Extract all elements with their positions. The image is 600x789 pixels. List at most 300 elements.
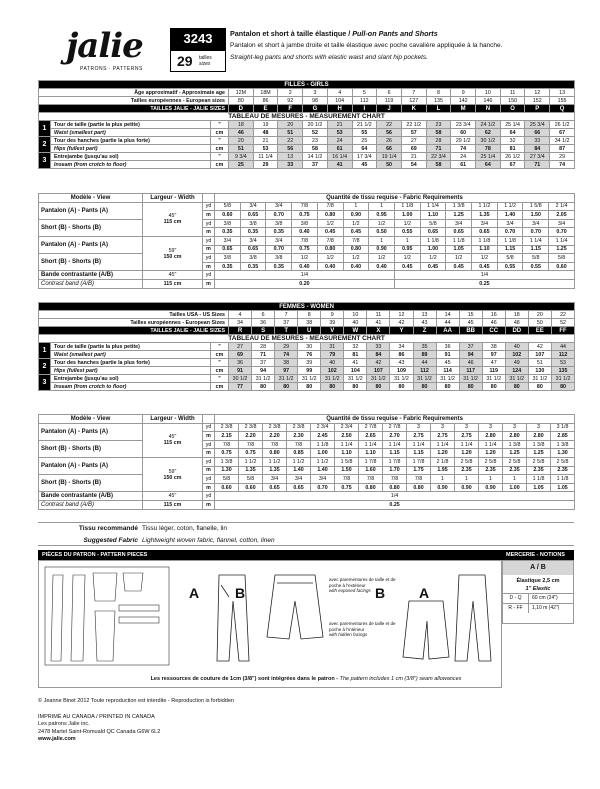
yard-cell: 2 3/8	[215, 423, 239, 432]
yard-cell: 1 1/2	[263, 457, 287, 466]
us-size-cell: 13	[413, 311, 436, 319]
meter-cell: 0.65	[240, 245, 266, 254]
cm-cell: 71	[252, 351, 275, 359]
measurement-label-fr: Tour des hanches (partie la plus forte)	[51, 137, 211, 145]
notion-row: D - Q 60 cm (24")	[503, 593, 573, 603]
euro-size-cell: 80	[229, 97, 254, 105]
women-measurement-chart	[38, 302, 575, 391]
meter-cell: 0.90	[343, 211, 369, 220]
inch-cell: 28	[426, 137, 451, 145]
meter-cell: 0.35	[240, 228, 266, 237]
meter-cell: 2.35	[455, 466, 479, 475]
meter-cell: 0.40	[292, 262, 318, 271]
inch-cell: 46	[459, 359, 482, 367]
measurement-row	[39, 375, 575, 383]
unit-m: m	[203, 449, 215, 458]
inch-cell: 42	[367, 359, 390, 367]
jalie-size-cell: H	[327, 105, 352, 113]
quantity-header: Quantité de tissu requise - Fabric Requirements	[215, 194, 575, 203]
meter-cell: 1.60	[359, 466, 383, 475]
age-cell: 6	[377, 89, 402, 97]
meter-cell: 0.45	[446, 262, 472, 271]
yard-cell: 1 5/8	[523, 202, 549, 211]
yard-cell: 3/4	[240, 202, 266, 211]
meter-cell: 0.75	[215, 449, 239, 458]
euro-size-cell: 98	[303, 97, 328, 105]
cm-cell: 46	[229, 129, 254, 137]
inch-cell: 13	[278, 153, 303, 161]
jalie-size-cell: T	[275, 327, 298, 335]
yard-cell: 1 1/8	[446, 236, 472, 245]
inch-cell: 31 1/2	[390, 375, 413, 383]
inch-cell: 23	[303, 137, 328, 145]
meter-cell: 0.75	[239, 449, 263, 458]
euro-size-cell: 135	[426, 97, 451, 105]
fabric-width: 59" 150 cm	[143, 457, 203, 491]
unit-cm: cm	[211, 351, 229, 359]
meter-cell: 0.35	[215, 262, 241, 271]
cm-cell: 71	[525, 161, 550, 169]
meter-cell: 1.00	[311, 449, 335, 458]
unit-inch: "	[211, 343, 229, 351]
cm-cell: 74	[275, 351, 298, 359]
hidden-facings-note: avec parementures de taille et de poche à l'intérieur with hidden facings	[329, 621, 396, 637]
jalie-size-cell: M	[451, 105, 476, 113]
inch-cell: 11 1/4	[253, 153, 278, 161]
inch-cell: 29	[550, 153, 575, 161]
yard-cell: 1 5/8	[335, 457, 359, 466]
inch-cell: 20	[278, 121, 303, 129]
inch-cell: 44	[551, 343, 574, 351]
cm-cell: 99	[298, 367, 321, 375]
us-size-cell: 8	[298, 311, 321, 319]
meter-cell: 0.20	[215, 279, 395, 288]
age-cell: 8	[426, 89, 451, 97]
jalie-size-cell: U	[298, 327, 321, 335]
us-size-cell: 14	[436, 311, 459, 319]
age-cell: 7	[401, 89, 426, 97]
euro-size-cell: 86	[253, 97, 278, 105]
meter-cell: 0.75	[292, 245, 318, 254]
jalie-size-cell: EE	[528, 327, 551, 335]
yard-cell: 2 3/8	[239, 423, 263, 432]
yard-cell: 3/8	[215, 219, 241, 228]
euro-size-cell: 42	[390, 319, 413, 327]
inch-cell: 21	[401, 153, 426, 161]
yard-cell: 1 3/8	[215, 457, 239, 466]
cm-cell: 58	[426, 129, 451, 137]
jalie-size-cell: AA	[436, 327, 459, 335]
yard-cell: 1 1/4	[407, 440, 431, 449]
meter-cell: 1.15	[497, 245, 523, 254]
us-size-cell: 15	[459, 311, 482, 319]
fabric-width: 45"	[143, 271, 203, 280]
cm-cell: 64	[500, 129, 525, 137]
yard-cell: 1/2	[292, 254, 318, 263]
pieces-header-bar	[38, 550, 574, 560]
yard-cell: 7/8	[292, 236, 318, 245]
model-label: Pantalon (A) - Pants (A)	[39, 457, 143, 474]
euro-size-cell: 127	[401, 97, 426, 105]
req-row	[39, 457, 575, 466]
cm-cell: 37	[303, 161, 328, 169]
measurement-number: 3	[39, 375, 51, 391]
measurement-number: 3	[39, 153, 51, 169]
yard-cell: 1 1/4	[479, 440, 503, 449]
view-a-letter: A	[189, 585, 200, 601]
unit-cm: cm	[211, 161, 229, 169]
cm-cell: 84	[367, 351, 390, 359]
meter-cell: 0.65	[472, 228, 498, 237]
cm-cell: 25	[229, 161, 254, 169]
cm-cell: 56	[278, 145, 303, 153]
inch-cell: 24 1/2	[476, 121, 501, 129]
meter-cell: 1.15	[523, 245, 549, 254]
yard-cell: 1	[503, 475, 527, 484]
model-header: Modèle - View	[39, 194, 143, 203]
yard-cell: 1/2	[343, 254, 369, 263]
description-fr: Pantalon et short à jambe droite et taille élastique avec poche cavalière appliquée à la hanche.	[230, 42, 503, 49]
unit-cm: cm	[211, 145, 229, 153]
age-cell: 11	[500, 89, 525, 97]
us-size-cell: 22	[551, 311, 574, 319]
cm-cell: 89	[413, 351, 436, 359]
meter-cell: 2.70	[383, 432, 407, 441]
inch-cell: 23	[426, 121, 451, 129]
yard-cell: 7/8	[343, 236, 369, 245]
yard-cell: 1 1/2	[287, 457, 311, 466]
yard-cell: 1	[455, 475, 479, 484]
cm-cell: 112	[551, 351, 574, 359]
jalie-size-cell: R	[229, 327, 252, 335]
yard-cell: 5/8	[549, 254, 575, 263]
yard-cell: 3/4	[240, 236, 266, 245]
meter-cell: 0.80	[407, 483, 431, 492]
meter-cell: 0.65	[420, 228, 446, 237]
cm-cell: 60	[451, 129, 476, 137]
yard-cell: 1/2	[343, 219, 369, 228]
inch-cell: 36	[436, 343, 459, 351]
cm-cell: 91	[436, 351, 459, 359]
yard-cell: 1/2	[472, 254, 498, 263]
sizes-count: 29	[177, 53, 193, 69]
cm-cell: 87	[550, 145, 575, 153]
description-en: Straight-leg pants and shorts with elastic waist and slant hip pockets.	[230, 54, 428, 61]
meter-cell: 0.70	[266, 211, 292, 220]
inch-cell: 36	[229, 359, 252, 367]
fabric-width-cm: 115 cm	[143, 500, 203, 509]
yard-cell: 3	[431, 423, 455, 432]
jalie-size-cell: W	[344, 327, 367, 335]
measurement-row	[39, 121, 575, 129]
meter-cell: 1.50	[523, 211, 549, 220]
meter-cell: 0.35	[266, 228, 292, 237]
measurement-row	[39, 153, 575, 161]
inch-cell: 40	[321, 359, 344, 367]
seam-allowance-note: Les ressources de couture de 1cm (3/8") sont intégrées dans le patron - The pattern includes 1 cm (3/8") seam allowances	[150, 676, 462, 682]
inch-cell: 31 1/2	[344, 375, 367, 383]
yard-cell: 1 1/4	[383, 440, 407, 449]
inch-cell: 25 3/4	[525, 121, 550, 129]
yard-cell: 1 1/2	[311, 457, 335, 466]
req-row	[39, 279, 575, 288]
meter-cell: 0.35	[266, 262, 292, 271]
band-row	[39, 81, 575, 89]
meter-cell: 0.75	[292, 211, 318, 220]
unit-m: m	[203, 279, 215, 288]
meter-cell: 0.70	[523, 228, 549, 237]
yard-cell: 1 1/4	[455, 440, 479, 449]
cm-cell: 80	[367, 383, 390, 391]
meter-cell: 1.35	[472, 211, 498, 220]
euro-size-cell: 152	[525, 97, 550, 105]
girls-fabric-requirements	[38, 193, 575, 289]
euro-size-cell: 48	[505, 319, 528, 327]
req-row	[39, 254, 575, 263]
pattern-pieces-title: PIÈCES DU PATRON - PATTERN PIECES	[42, 552, 148, 558]
yard-cell: 2 3/8	[263, 423, 287, 432]
meter-cell: 0.55	[394, 228, 420, 237]
width-header: Largeur - Width	[143, 415, 203, 424]
us-sizes-label: Tailles USA - US Sizes	[39, 311, 229, 319]
req-row	[39, 236, 575, 245]
meter-cell: 0.65	[263, 483, 287, 492]
unit-yd: yd	[203, 236, 215, 245]
meter-cell: 0.90	[455, 483, 479, 492]
yard-cell: 1	[431, 475, 455, 484]
yard-cell: 3/4	[523, 219, 549, 228]
unit-yd: yd	[203, 202, 215, 211]
euro-size-cell: 45	[459, 319, 482, 327]
meter-cell: 0.70	[266, 245, 292, 254]
meter-cell: 0.60	[215, 483, 239, 492]
cm-cell: 80	[344, 383, 367, 391]
meter-cell: 1.10	[335, 449, 359, 458]
cm-cell: 80	[528, 383, 551, 391]
cm-cell: 84	[525, 145, 550, 153]
yard-cell: 2 3/4	[311, 423, 335, 432]
fabric-value: Tissu léger, coton, flanelle, lin Lightweight woven fabric, flannel, cotton, linen	[142, 525, 275, 544]
inch-cell: 31 1/2	[459, 375, 482, 383]
meter-cell: 0.35	[240, 262, 266, 271]
inch-cell: 31 1/2	[367, 375, 390, 383]
meter-cell: 1.40	[311, 466, 335, 475]
age-cell: 2	[278, 89, 303, 97]
company-name: Les patrons Jalie inc.	[38, 721, 90, 727]
notions-box	[502, 560, 574, 624]
euro-size-cell: 44	[436, 319, 459, 327]
cm-cell: 80	[459, 383, 482, 391]
inch-cell: 27	[401, 137, 426, 145]
inch-cell: 39	[298, 359, 321, 367]
meter-cell: 1.10	[359, 449, 383, 458]
unit-m: m	[203, 432, 215, 441]
meter-cell: 0.80	[263, 449, 287, 458]
cm-cell: 102	[321, 367, 344, 375]
us-size-cell: 6	[252, 311, 275, 319]
cm-cell: 50	[377, 161, 402, 169]
cm-cell: 45	[352, 161, 377, 169]
euro-size-cell: 50	[528, 319, 551, 327]
inch-cell: 22	[278, 137, 303, 145]
suggested-fabric	[38, 522, 574, 546]
meter-cell: 1.75	[407, 466, 431, 475]
yard-cell: 5/8	[215, 475, 239, 484]
yard-cell: 7/8	[215, 440, 239, 449]
inch-cell: 26 1/2	[500, 153, 525, 161]
inch-cell: 51	[528, 359, 551, 367]
yard-cell: 3/4	[266, 236, 292, 245]
inch-cell: 31 1/2	[275, 375, 298, 383]
meter-cell: 0.60	[549, 262, 575, 271]
unit-m: m	[203, 211, 215, 220]
pattern-title: Pantalon et short à taille élastique / Pull-on Pants and Shorts	[230, 29, 438, 38]
jalie-size-cell: I	[352, 105, 377, 113]
age-cell: 18M	[253, 89, 278, 97]
meter-cell: 0.70	[549, 228, 575, 237]
euro-size-cell: 112	[352, 97, 377, 105]
yard-cell: 3/8	[266, 254, 292, 263]
meter-cell: 0.45	[343, 228, 369, 237]
meter-cell: 2.35	[527, 466, 551, 475]
yard-cell: 1 1/8	[420, 236, 446, 245]
yard-cell: 3/4	[446, 219, 472, 228]
inch-cell: 47	[482, 359, 505, 367]
us-size-cell: 11	[367, 311, 390, 319]
yard-cell: 2 5/8	[479, 457, 503, 466]
inch-cell: 31 1/2	[505, 375, 528, 383]
meter-cell: 1.30	[215, 466, 239, 475]
footer	[38, 698, 234, 744]
inch-cell: 41	[344, 359, 367, 367]
yard-cell: 1 1/8	[311, 440, 335, 449]
jalie-size-cell: FF	[551, 327, 574, 335]
yard-cell: 3/4	[549, 219, 575, 228]
meter-cell: 1.15	[407, 449, 431, 458]
unit-cm: cm	[211, 383, 229, 391]
jalie-size-cell: X	[367, 327, 390, 335]
unit-inch: "	[211, 375, 229, 383]
meter-cell: 0.40	[369, 262, 395, 271]
unit-m: m	[203, 466, 215, 475]
cm-cell: 79	[321, 351, 344, 359]
meter-cell: 0.55	[523, 262, 549, 271]
jalie-size-cell: L	[426, 105, 451, 113]
unit-m: m	[203, 483, 215, 492]
meter-cell: 0.45	[394, 262, 420, 271]
unit-inch: "	[211, 137, 229, 145]
cm-cell: 48	[253, 129, 278, 137]
contrast-band-label-en: Contrast band (A/B)	[39, 500, 143, 509]
inch-cell: 31 1/2	[321, 375, 344, 383]
req-row	[39, 202, 575, 211]
meter-cell: 0.95	[369, 211, 395, 220]
cm-cell: 94	[459, 351, 482, 359]
euro-size-cell: 39	[321, 319, 344, 327]
cm-cell: 51	[278, 129, 303, 137]
cm-cell: 61	[327, 145, 352, 153]
blank-cell	[203, 194, 215, 203]
yard-cell: 7/8	[263, 440, 287, 449]
pattern-pieces-area	[38, 560, 502, 688]
cm-cell: 80	[482, 383, 505, 391]
cm-cell: 80	[321, 383, 344, 391]
meter-cell: 2.35	[551, 466, 575, 475]
inch-cell: 44	[413, 359, 436, 367]
inch-cell: 19	[253, 121, 278, 129]
cm-cell: 112	[413, 367, 436, 375]
inch-cell: 20 1/2	[303, 121, 328, 129]
cm-cell: 69	[401, 145, 426, 153]
measurement-row	[39, 137, 575, 145]
meter-cell: 2.05	[549, 211, 575, 220]
yard-cell: 1/2	[317, 254, 343, 263]
cm-cell: 80	[390, 383, 413, 391]
yard-cell: 1 3/8	[503, 440, 527, 449]
meter-cell: 0.70	[497, 228, 523, 237]
inch-cell: 31 1/2	[413, 375, 436, 383]
meter-cell: 1.50	[335, 466, 359, 475]
measurement-label-fr: Tour de taille (partie la plus petite)	[51, 343, 211, 351]
meter-cell: 1.05	[551, 483, 575, 492]
meter-cell: 2.35	[479, 466, 503, 475]
meter-cell: 1.10	[472, 245, 498, 254]
cm-cell: 117	[459, 367, 482, 375]
cm-cell: 57	[401, 129, 426, 137]
meter-cell: 0.80	[317, 211, 343, 220]
euro-size-cell: 41	[367, 319, 390, 327]
jalie-size-cell: P	[525, 105, 550, 113]
view-b-back-letter: B	[375, 585, 386, 601]
yard-cell: 1 1/4	[420, 202, 446, 211]
cm-cell: 109	[390, 367, 413, 375]
section-band: FILLES - GIRLS	[39, 81, 575, 89]
meter-cell: 2.50	[335, 432, 359, 441]
yard-cell: 1 7/8	[359, 457, 383, 466]
cm-cell: 81	[344, 351, 367, 359]
brand-name: jalie	[66, 26, 143, 66]
age-cell: 4	[327, 89, 352, 97]
inch-cell: 24	[451, 153, 476, 161]
meter-cell: 0.80	[343, 245, 369, 254]
yard-cell: 1 1/2	[472, 202, 498, 211]
cm-cell: 41	[327, 161, 352, 169]
inch-cell: 24	[327, 137, 352, 145]
yard-cell: 2 1/4	[549, 202, 575, 211]
inch-cell: 38	[482, 343, 505, 351]
yard-cell: 1	[479, 475, 503, 484]
measurement-label-fr: Tour des hanches (partie la plus forte)	[51, 359, 211, 367]
yard-cell: 1/4	[215, 492, 575, 501]
yard-cell: 2 1/8	[431, 457, 455, 466]
exposed-facings-note: avec parementures de taille et de poche à l'extérieur with exposed facings	[329, 577, 396, 593]
inch-cell: 45	[436, 359, 459, 367]
yard-cell: 1 7/8	[383, 457, 407, 466]
unit-cm: cm	[211, 367, 229, 375]
measurement-label-en: Hips (fullest part)	[51, 145, 211, 153]
unit-yd: yd	[203, 423, 215, 432]
jalie-size-cell: J	[377, 105, 402, 113]
title-block	[230, 28, 574, 64]
measurement-label-en: Waist (smallest part)	[51, 129, 211, 137]
cm-cell: 80	[505, 383, 528, 391]
yard-cell: 7/8	[239, 440, 263, 449]
inch-cell: 16 1/4	[327, 153, 352, 161]
cm-cell: 104	[344, 367, 367, 375]
meter-cell: 1.00	[394, 211, 420, 220]
model-label: Short (B) - Shorts (B)	[39, 219, 143, 236]
inch-cell: 30	[298, 343, 321, 351]
